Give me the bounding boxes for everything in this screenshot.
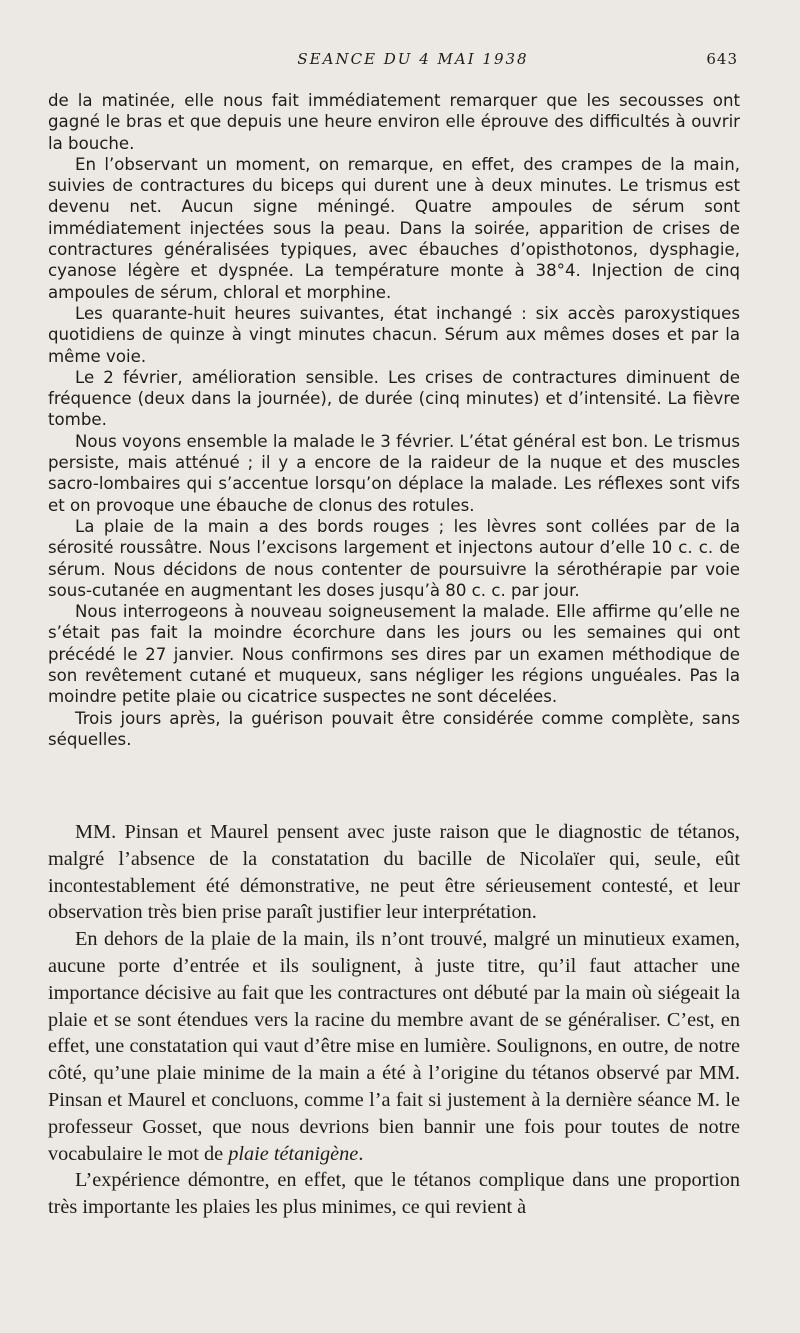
italic-term: plaie tétanigène (228, 1142, 359, 1165)
observation-paragraph: Nous voyons ensemble la malade le 3 février. L’état général est bon. Le trismus persiste, mais atténué ; il y a encore de la raideur de la nuque et des muscles sacro-lombaires qui s’accentue lorsqu’on déplace la malade. Les réflexes sont vifs et on provoque une ébauche de clonus des rotules. (48, 431, 740, 515)
commentary-paragraph: L’expérience démontre, en effet, que le tétanos complique dans une proportion très importante les plaies les plus minimes, ce qui revient à (48, 1169, 740, 1219)
observation-paragraph: de la matinée, elle nous fait immédiatement remarquer que les secousses ont gagné le bras et que depuis une heure environ elle éprouve des difficultés à ouvrir la bouche. (48, 91, 740, 153)
observation-paragraph: La plaie de la main a des bords rouges ; les lèvres sont collées par de la sérosité roussâtre. Nous l’excisons largement et injectons autour d’elle 10 c. c. de sérum. Nous décidons de nous contenter de poursuivre la sérothérapie par voie sous-cutanée en augmentant les doses jusqu’à 80 c. c. par jour. (48, 516, 740, 600)
observation-paragraph: Le 2 février, amélioration sensible. Les crises de contractures diminuent de fréquence (deux dans la journée), de durée (cinq minutes) et d’intensité. La fièvre tombe. (48, 367, 740, 430)
observation-paragraph: Nous interrogeons à nouveau soigneusement la malade. Elle affirme qu’elle ne s’était pas fait la moindre écorchure dans les jours ou les semaines qui ont précédé le 27 janvier. Nous confirmons ses dires par un examen méthodique de son revêtement cutané et muqueux, sans négliger les régions unguéales. Pas la moindre petite plaie ou cicatrice suspectes ne sont décelées. (48, 602, 740, 707)
observation-paragraph: En l’observant un moment, on remarque, en effet, des crampes de la main, suivies de contractures du biceps qui durent une à deux minutes. Le trismus est devenu net. Aucun signe méningé. Quatre ampoules de sérum sont immédiatement injectées sous la peau. Dans la soirée, apparition de crises de contractures généralisées typiques, avec ébauches d’opisthotonos, dysphagie, cyanose légère et dyspnée. La température monte à 38°4. Injection de cinq ampoules de sérum, chloral et morphine. (48, 154, 740, 302)
commentary-paragraph (48, 926, 740, 1167)
commentary-paragraph: MM. Pinsan et Maurel pensent avec juste raison que le diagnostic de tétanos, malgré l’absence de la constatation du bacille de Nicolaïer qui, seule, eût incontestablement été démonstrative, ne peut être sérieusement contesté, et leur observation très bien prise paraît justifier leur interprétation. (48, 821, 740, 924)
commentary-text: En dehors de la plaie de la main, ils n’ont trouvé, malgré un minutieux examen, aucune porte d’entrée et ils soulignent, à juste titre, qu’il faut attacher une importance décisive au fait que les contractures ont débuté par la main où siégeait la plaie et se sont étendues vers la racine du membre avant de se généraliser. C’est, en effet, une constatation qui vaut d’être mise en lumière. Soulignons, en outre, de notre côté, qu’une plaie minime de la main a été à l’origine du tétanos observé par MM. Pinsan et Maurel et concluons, comme l’a fait si justement à la dernière séance M. le professeur Gosset, que nous devrions bien bannir une fois pour toutes de notre vocabulaire le mot de (48, 928, 740, 1165)
case-observation (48, 90, 740, 750)
page-number: 643 (706, 50, 738, 68)
running-title: SEANCE DU 4 MAI 1938 (297, 50, 529, 68)
observation-paragraph: Les quarante-huit heures suivantes, état inchangé : six accès paroxystiques quotidiens de quinze à vingt minutes chacun. Sérum aux mêmes doses et par la même voie. (48, 303, 740, 366)
commentary (48, 819, 740, 1221)
commentary-text-end: . (358, 1142, 364, 1165)
observation-paragraph: Trois jours après, la guérison pouvait être considérée comme complète, sans séquelles. (48, 708, 740, 749)
page-header (48, 50, 738, 72)
